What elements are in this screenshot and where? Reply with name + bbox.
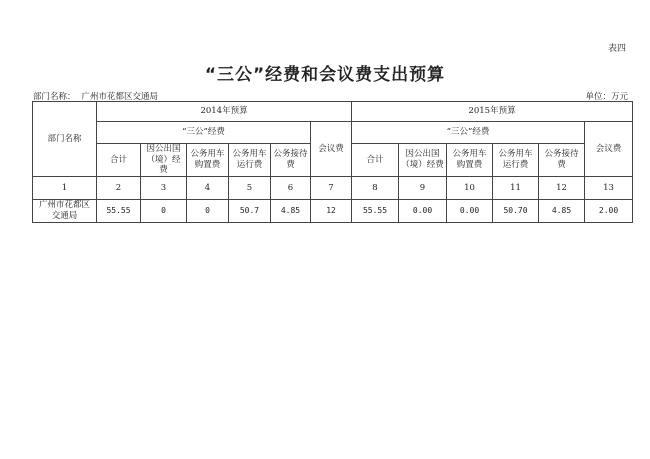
department-label: 部门名称： [33,92,76,102]
meeting-2014-header: 会议费 [311,122,352,177]
meeting-2015-header: 会议费 [585,122,633,177]
unit-label: 单位：万元 [585,92,628,102]
header-row-groups [33,122,633,144]
row-dept-name: 广州市花都区交通局 [33,199,97,222]
car-purchase-2015-value: 0.00 [447,199,493,222]
table-number: 表四 [607,44,626,54]
total-2015-header: 合计 [352,144,399,177]
car-purchase-2014-value: 0 [187,199,229,222]
meeting-2014-value: 12 [311,199,352,222]
index-cell: 13 [585,176,633,199]
meeting-2015-value: 2.00 [585,199,633,222]
index-cell: 8 [352,176,399,199]
car-purchase-2014-header: 公务用车购置费 [187,144,229,177]
year-2015-header: 2015年预算 [352,102,633,122]
page-title: “三公”经费和会议费支出预算 [204,65,446,85]
index-cell: 9 [399,176,447,199]
total-2015-value: 55.55 [352,199,399,222]
index-cell: 7 [311,176,352,199]
index-row [33,176,633,199]
budget-table [32,101,633,223]
reception-2015-value: 4.85 [539,199,585,222]
index-cell: 12 [539,176,585,199]
table-row [33,199,633,222]
header-row-years [33,102,633,122]
sangong-2014-header: “三公”经费 [97,122,311,144]
year-2014-header: 2014年预算 [97,102,352,122]
overseas-2014-header: 因公出国（境）经费 [141,144,187,177]
index-cell: 11 [493,176,539,199]
index-cell: 3 [141,176,187,199]
total-2014-value: 55.55 [97,199,141,222]
dept-column-header: 部门名称 [33,102,97,177]
reception-2015-header: 公务接待费 [539,144,585,177]
index-cell: 4 [187,176,229,199]
department-name: 广州市花都区交通局 [81,92,159,102]
car-operation-2014-value: 50.7 [229,199,271,222]
index-cell: 2 [97,176,141,199]
overseas-2014-value: 0 [141,199,187,222]
sangong-2015-header: “三公”经费 [352,122,585,144]
index-cell: 5 [229,176,271,199]
overseas-2015-header: 因公出国（境）经费 [399,144,447,177]
car-operation-2015-header: 公务用车运行费 [493,144,539,177]
total-2014-header: 合计 [97,144,141,177]
car-operation-2014-header: 公务用车运行费 [229,144,271,177]
car-purchase-2015-header: 公务用车购置费 [447,144,493,177]
overseas-2015-value: 0.00 [399,199,447,222]
car-operation-2015-value: 50.70 [493,199,539,222]
index-cell: 1 [33,176,97,199]
reception-2014-header: 公务接待费 [271,144,311,177]
index-cell: 6 [271,176,311,199]
reception-2014-value: 4.85 [271,199,311,222]
index-cell: 10 [447,176,493,199]
